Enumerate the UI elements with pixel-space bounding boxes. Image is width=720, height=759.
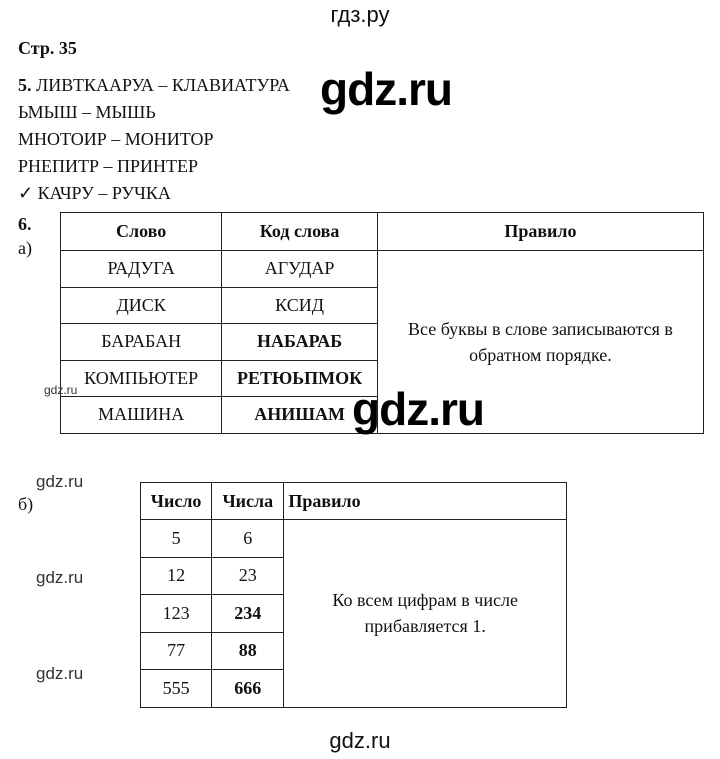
result-cell: 666 xyxy=(212,670,284,708)
number-cell: 5 xyxy=(141,520,212,558)
column-header: Число xyxy=(141,483,212,520)
exercise-5-line xyxy=(18,72,290,99)
column-header: Код слова xyxy=(222,213,378,251)
exercise-5 xyxy=(18,72,290,207)
code-cell: КСИД xyxy=(222,287,378,324)
result-cell: 88 xyxy=(212,632,284,670)
table-header-row xyxy=(61,213,704,251)
word-cell: БАРАБАН xyxy=(61,324,222,361)
word-cell: ДИСК xyxy=(61,287,222,324)
code-cell: НАБАРАБ xyxy=(222,324,378,361)
code-cell: АНИШАМ xyxy=(222,397,378,434)
code-cell: РЕТЮЬПМОК xyxy=(222,360,378,397)
column-header: Числа xyxy=(212,483,284,520)
anagram-answer: РНЕПИТР – ПРИНТЕР xyxy=(18,156,199,176)
watermark: gdz.ru xyxy=(44,383,78,397)
word-cell: РАДУГА xyxy=(61,251,222,288)
watermark: gdz.ru xyxy=(36,568,84,587)
watermark: gdz.ru xyxy=(36,664,84,683)
anagram-answer: ЛИВТКААРУА – КЛАВИАТУРА xyxy=(36,75,290,95)
watermark: gdz.ru xyxy=(36,472,84,491)
exercise-number: 5. xyxy=(18,75,32,95)
table-header-row xyxy=(141,483,567,520)
part-a-label: а) xyxy=(18,238,32,258)
number-cell: 123 xyxy=(141,595,212,633)
number-cell: 555 xyxy=(141,670,212,708)
anagram-answer-checked: ✓ КАЧРУ – РУЧКА xyxy=(18,183,171,203)
number-table xyxy=(140,482,567,708)
word-cell: КОМПЬЮТЕР xyxy=(61,360,222,397)
table-row xyxy=(61,251,704,288)
result-cell: 23 xyxy=(212,557,284,595)
page-title: Стр. 35 xyxy=(18,38,77,58)
code-cell: АГУДАР xyxy=(222,251,378,288)
table-row xyxy=(141,520,567,558)
anagram-answer: ЬМЫШ – МЫШЬ xyxy=(18,102,156,122)
result-cell: 234 xyxy=(212,595,284,633)
result-cell: 6 xyxy=(212,520,284,558)
watermark: gdz.ru xyxy=(352,383,484,435)
column-header: Слово xyxy=(61,213,222,251)
column-header: Правило xyxy=(284,483,567,520)
column-header: Правило xyxy=(377,213,703,251)
number-cell: 12 xyxy=(141,557,212,595)
part-b-label: б) xyxy=(18,494,34,514)
anagram-answer: МНОТОИР – МОНИТОР xyxy=(18,129,214,149)
word-cell: МАШИНА xyxy=(61,397,222,434)
site-footer: gdz.ru xyxy=(329,728,391,753)
exercise-number: 6. xyxy=(18,214,32,234)
watermark: gdz.ru xyxy=(320,63,452,115)
site-header: гдз.ру xyxy=(330,2,390,27)
rule-cell: Все буквы в слове записываются в обратном порядке. xyxy=(377,251,703,434)
rule-cell: Ко всем цифрам в числе прибавляется 1. xyxy=(284,520,567,708)
number-cell: 77 xyxy=(141,632,212,670)
